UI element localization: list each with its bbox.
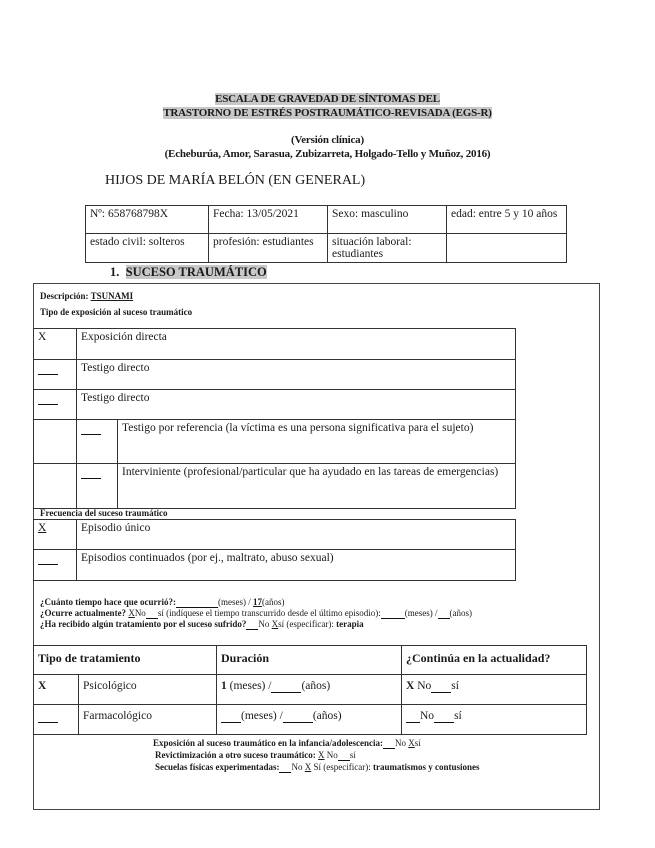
treatment-type: Farmacológico <box>79 705 217 735</box>
subject-heading: HIJOS DE MARÍA BELÓN (EN GENERAL) <box>105 173 366 188</box>
exposure-mark[interactable] <box>77 464 118 509</box>
childhood-exposure-line: Exposición al suceso traumático en la infancia/adolescencia: No Xsí <box>153 738 421 748</box>
info-cell: Nº: 658768798X <box>86 206 209 234</box>
frequency-option: Episodios continuados (por ej., maltrato, abuso sexual) <box>77 550 516 581</box>
frequency-table <box>33 519 516 581</box>
exposure-option: Testigo por referencia (la víctima es una persona significativa para el sujeto) <box>118 420 516 464</box>
frequency-option: Episodio único <box>77 520 516 550</box>
exposure-mark[interactable] <box>34 390 77 420</box>
exposure-option: Testigo directo <box>77 360 516 390</box>
authors-line: (Echeburúa, Amor, Sarasua, Zubizarreta, Holgado-Tello y Muñoz, 2016) <box>164 148 491 160</box>
frequency-mark[interactable] <box>34 550 77 581</box>
info-cell: Sexo: masculino <box>328 206 447 234</box>
exposure-option: Testigo directo <box>77 390 516 420</box>
treatment-continues: X No sí <box>402 675 587 705</box>
info-cell: profesión: estudiantes <box>209 234 328 263</box>
physical-sequelae-line: Secuelas físicas experimentadas: No X Sí (especificar): traumatismos y contusiones <box>155 762 480 772</box>
treatment-continues: No sí <box>402 705 587 735</box>
exposure-mark[interactable] <box>34 360 77 390</box>
exposure-table <box>33 328 516 509</box>
info-table <box>85 205 567 263</box>
treatment-table <box>33 645 587 735</box>
treatment-mark[interactable] <box>34 705 79 735</box>
exposure-mark[interactable] <box>77 420 118 464</box>
info-cell <box>447 234 567 263</box>
info-cell: edad: entre 5 y 10 años <box>447 206 567 234</box>
exposure-label: Tipo de exposición al suceso traumático <box>40 307 193 317</box>
question-ongoing: ¿Ocurre actualmente? XNo sí (indíquese el tiempo transcurrido desde el último episodio): (meses) / (años) <box>40 608 473 618</box>
exposure-mark[interactable]: X <box>34 329 77 360</box>
title-line-1: ESCALA DE GRAVEDAD DE SÍNTOMAS DEL <box>215 93 440 105</box>
question-treatment: ¿Ha recibido algún tratamiento por el suceso sufrido? No Xsí (especificar): terapia <box>40 619 364 629</box>
section-heading: 1. SUCESO TRAUMÁTICO <box>110 265 267 279</box>
info-cell: estado civil: solteros <box>86 234 209 263</box>
treatment-duration: (meses) / (años) <box>217 705 402 735</box>
exposure-spacer <box>34 420 77 464</box>
version-label: (Versión clínica) <box>291 134 364 146</box>
treatment-header: Duración <box>217 646 402 675</box>
info-cell: Fecha: 13/05/2021 <box>209 206 328 234</box>
title-line-2: TRASTORNO DE ESTRÉS POSTRAUMÁTICO-REVISADA (EGS-R) <box>163 107 492 119</box>
treatment-header: Tipo de tratamiento <box>34 646 217 675</box>
description-line: Descripción: TSUNAMI <box>40 291 134 301</box>
exposure-option: Interviniente (profesional/particular que ha ayudado en las tareas de emergencias) <box>118 464 516 509</box>
exposure-spacer <box>34 464 77 509</box>
treatment-duration: 1 (meses) / (años) <box>217 675 402 705</box>
exposure-option: Exposición directa <box>77 329 516 360</box>
treatment-type: Psicológico <box>79 675 217 705</box>
frequency-mark[interactable]: X <box>34 520 77 550</box>
revictimization-line: Revictimización a otro suceso traumático: X No sí <box>155 750 356 760</box>
treatment-mark[interactable]: X <box>34 675 79 705</box>
info-cell: situación laboral: estudiantes <box>328 234 447 263</box>
question-time-elapsed: ¿Cuánto tiempo hace que ocurrió?: (meses) / 17(años) <box>40 597 285 607</box>
frequency-label: Frecuencia del suceso traumático <box>40 508 168 518</box>
treatment-header: ¿Continúa en la actualidad? <box>402 646 587 675</box>
